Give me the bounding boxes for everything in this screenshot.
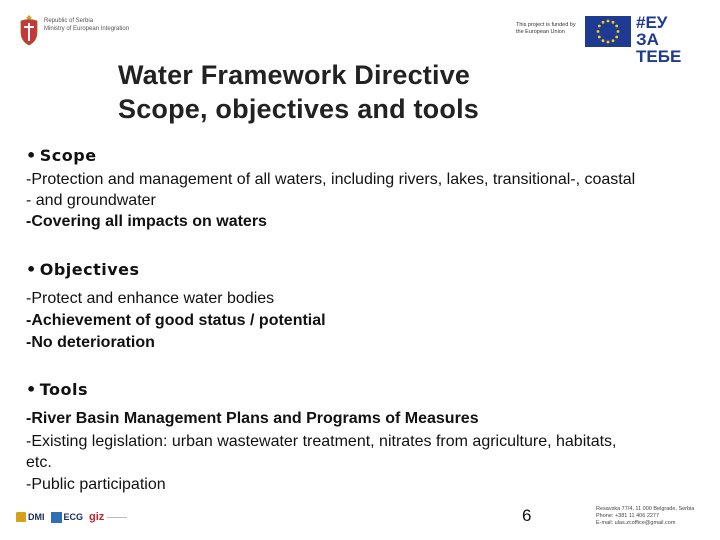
eu-note-line-1: This project is funded by <box>516 22 576 28</box>
address-line-3: E-mail: ulas.zcoffice@gmail.com <box>596 520 676 526</box>
ecg-mark-icon <box>51 512 62 523</box>
bullet-icon: • <box>26 146 37 165</box>
bullet-icon: • <box>26 260 37 279</box>
objectives-line-3: -No deterioration <box>26 334 155 351</box>
section-heading-scope <box>26 146 97 165</box>
eu-note-line-2: the European Union <box>516 29 565 35</box>
ecg-logo-text: ECG <box>63 512 84 522</box>
tools-line-2: -Existing legislation: urban wastewater treatment, nitrates from agriculture, habitats, <box>26 433 617 450</box>
section-heading-objectives <box>26 260 140 279</box>
eu-flag-icon <box>585 16 631 47</box>
giz-logo-text: giz <box>89 511 105 523</box>
address-line-1: Resavska 77/4, 11 000 Belgrade, Serbia <box>596 506 695 512</box>
address-line-2: Phone: +381 11 406 2277 <box>596 513 660 519</box>
page-number: 6 <box>522 506 532 525</box>
tools-line-3: etc. <box>26 454 52 471</box>
scope-line-1: -Protection and management of all waters, including rivers, lakes, transitional-, coastal <box>26 171 636 188</box>
section-heading-text: Scope <box>39 146 97 165</box>
slide-title-line-2: Scope, objectives and tools <box>118 94 479 124</box>
objectives-line-1: -Protect and enhance water bodies <box>26 290 275 307</box>
eu-hashtag-line-1: #ЕУ <box>636 13 668 32</box>
dmi-logo <box>16 512 45 522</box>
scope-line-3: -Covering all impacts on waters <box>26 213 267 230</box>
dmi-mark-icon <box>16 512 26 522</box>
serbian-coat-of-arms-icon <box>18 14 40 46</box>
giz-tagline-divider <box>107 517 127 518</box>
ministry-label <box>44 17 164 33</box>
scope-line-2: - and groundwater <box>26 192 156 209</box>
dmi-logo-text: DMI <box>28 512 45 522</box>
footer-address <box>596 506 716 527</box>
slide-title-line-1: Water Framework Directive <box>118 60 471 90</box>
ecg-logo <box>51 512 84 523</box>
section-heading-tools <box>26 380 88 399</box>
section-heading-text: Tools <box>39 380 89 399</box>
ministry-line-2: Ministry of European Integration <box>44 26 130 32</box>
eu-hashtag-logo <box>636 14 706 65</box>
bullet-icon: • <box>26 380 37 399</box>
tools-line-4: -Public participation <box>26 476 166 493</box>
ministry-line-1: Republic of Serbia <box>44 18 94 24</box>
section-heading-text: Objectives <box>39 260 140 279</box>
tools-line-1: -River Basin Management Plans and Programs of Measures <box>26 410 479 427</box>
objectives-line-2: -Achievement of good status / potential <box>26 312 326 329</box>
giz-logo <box>89 511 127 523</box>
eu-hashtag-line-2: ЗА ТЕБЕ <box>636 30 682 66</box>
partner-logos <box>16 509 127 525</box>
eu-funding-note <box>516 22 582 36</box>
